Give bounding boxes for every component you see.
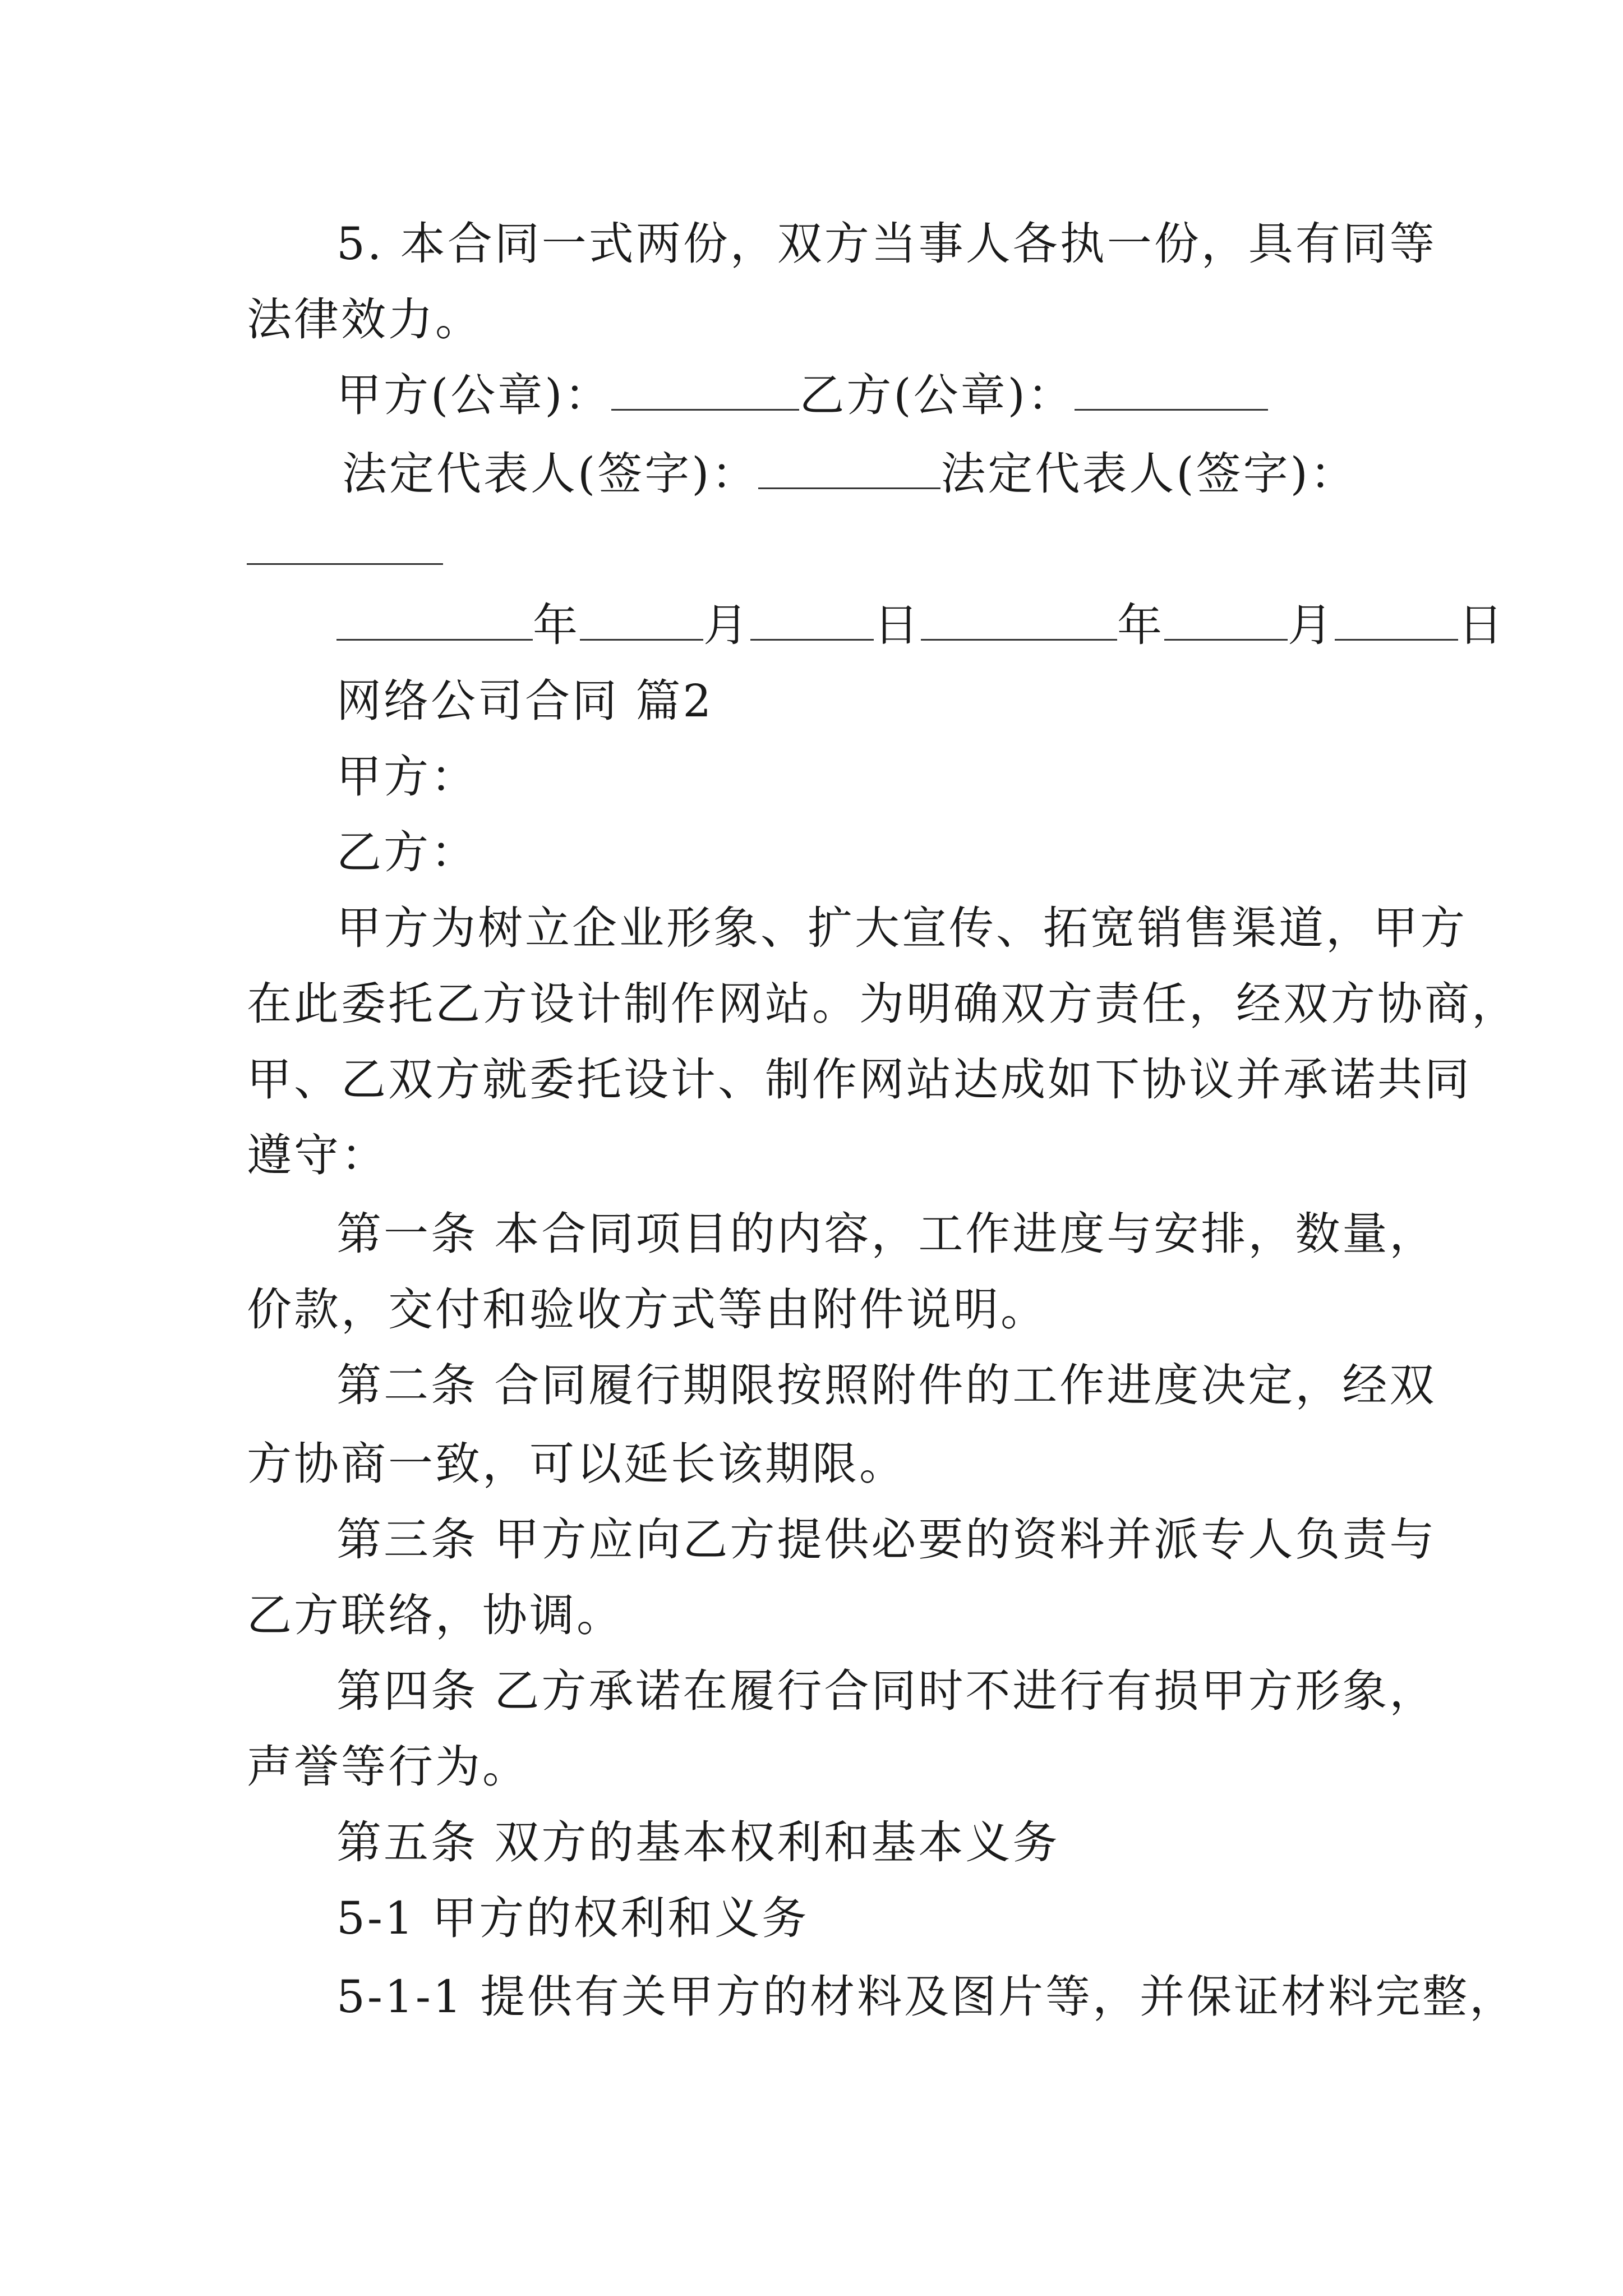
date-a-day-label: 日 <box>874 599 921 651</box>
party-b-rep-blank <box>247 524 443 565</box>
article-2-line-1: 第二条 合同履行期限按照附件的工作进度决定，经双 <box>336 1359 1437 1411</box>
signature-rep-row <box>342 446 1408 502</box>
party-a-rep-blank <box>758 448 940 489</box>
party-b-seal-blank <box>1075 370 1268 411</box>
article-3-line-1: 第三条 甲方应向乙方提供必要的资料并派专人负责与 <box>336 1513 1437 1566</box>
date-a-year-label: 年 <box>533 599 580 651</box>
date-a-month-blank <box>580 600 703 641</box>
article-1-line-1: 第一条 本合同项目的内容，工作进度与安排，数量， <box>336 1208 1437 1260</box>
date-row <box>336 597 1505 654</box>
section-title: 网络公司合同 篇2 <box>336 675 714 727</box>
date-a-month-label: 月 <box>703 599 750 651</box>
party-a-seal-blank <box>611 370 799 411</box>
article-5-1-heading: 5-1 甲方的权利和义务 <box>336 1892 809 1944</box>
clause-5-line-2: 法律效力。 <box>247 293 482 346</box>
party-b-rep-blank-row <box>247 522 1391 578</box>
article-1-line-2: 价款，交付和验收方式等由附件说明。 <box>247 1283 1048 1336</box>
date-b-year-label: 年 <box>1117 599 1164 651</box>
article-4-line-2: 声誉等行为。 <box>247 1741 529 1793</box>
article-2-line-2: 方协商一致，可以延长该期限。 <box>247 1438 906 1490</box>
article-5-heading: 第五条 双方的基本权利和基本义务 <box>336 1816 1060 1869</box>
article-5-1-1-line: 5-1-1 提供有关甲方的材料及图片等，并保证材料完整， <box>336 1971 1517 2023</box>
date-b-year-blank <box>921 600 1117 641</box>
party-a-line: 甲方： <box>336 751 478 803</box>
party-a-seal-label: 甲方(公章)： <box>336 369 612 421</box>
intro-line-4: 遵守： <box>247 1129 388 1181</box>
date-b-day-blank <box>1335 600 1458 641</box>
date-a-year-blank <box>336 600 533 641</box>
intro-line-2: 在此委托乙方设计制作网站。为明确双方责任，经双方协商， <box>247 978 1519 1030</box>
date-b-month-label: 月 <box>1288 599 1335 651</box>
date-b-day-label: 日 <box>1458 599 1505 651</box>
date-b-month-blank <box>1164 600 1288 641</box>
party-b-line: 乙方： <box>336 826 478 878</box>
intro-line-1: 甲方为树立企业形象、扩大宣传、拓宽销售渠道，甲方 <box>336 902 1467 954</box>
party-a-rep-label: 法定代表人(签字)： <box>342 448 759 500</box>
signature-seal-row <box>336 367 1402 424</box>
article-3-line-2: 乙方联络，协调。 <box>247 1589 624 1641</box>
party-b-seal-label: 乙方(公章)： <box>799 369 1075 421</box>
intro-line-3: 甲、乙双方就委托设计、制作网站达成如下协议并承诺共同 <box>247 1053 1472 1106</box>
article-4-line-1: 第四条 乙方承诺在履行合同时不进行有损甲方形象， <box>336 1665 1437 1717</box>
clause-5-line-1: 5. 本合同一式两份，双方当事人各执一份，具有同等 <box>336 218 1437 270</box>
party-b-rep-label: 法定代表人(签字)： <box>940 448 1357 500</box>
date-a-day-blank <box>750 600 874 641</box>
